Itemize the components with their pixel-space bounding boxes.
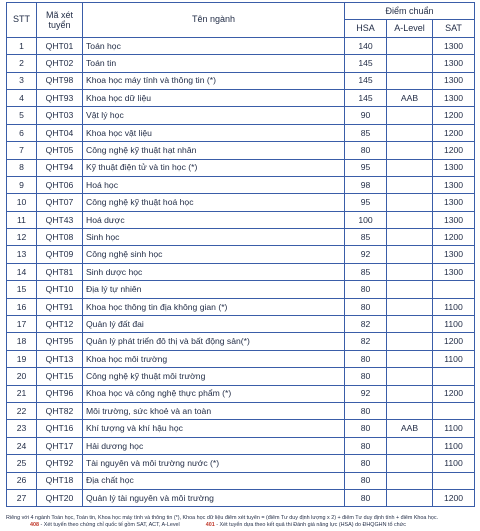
cell-stt: 9 — [7, 176, 37, 193]
cell-hsa: 80 — [345, 455, 387, 472]
cell-alevel — [387, 142, 433, 159]
cell-hsa: 100 — [345, 211, 387, 228]
cell-code: QHT13 — [37, 350, 83, 367]
table-row — [7, 455, 475, 472]
cell-hsa: 85 — [345, 263, 387, 280]
cell-hsa: 85 — [345, 229, 387, 246]
cell-alevel — [387, 281, 433, 298]
cell-code: QHT15 — [37, 368, 83, 385]
cell-code: QHT02 — [37, 55, 83, 72]
footnote-code-408: 408 — [30, 522, 39, 528]
cell-stt: 16 — [7, 298, 37, 315]
cell-alevel — [387, 385, 433, 402]
cell-hsa: 80 — [345, 368, 387, 385]
table-row — [7, 368, 475, 385]
cell-sat: 1200 — [433, 124, 475, 141]
cell-alevel — [387, 229, 433, 246]
cell-hsa: 145 — [345, 55, 387, 72]
cell-hsa: 80 — [345, 298, 387, 315]
cell-name: Sinh học — [83, 229, 345, 246]
cell-hsa: 80 — [345, 402, 387, 419]
cell-alevel — [387, 437, 433, 454]
cell-sat: 1100 — [433, 316, 475, 333]
cell-hsa: 92 — [345, 246, 387, 263]
footnotes — [6, 515, 476, 529]
table-row — [7, 472, 475, 489]
cell-name: Khoa học dữ liệu — [83, 89, 345, 106]
cell-alevel — [387, 107, 433, 124]
cell-name: Công nghệ kỹ thuật môi trường — [83, 368, 345, 385]
cell-sat: 1100 — [433, 437, 475, 454]
cell-hsa: 80 — [345, 142, 387, 159]
cell-stt: 24 — [7, 437, 37, 454]
cell-stt: 12 — [7, 229, 37, 246]
cell-stt: 19 — [7, 350, 37, 367]
cell-name: Hải dương học — [83, 437, 345, 454]
table-row — [7, 350, 475, 367]
cell-name: Khoa học vật liệu — [83, 124, 345, 141]
cell-alevel — [387, 72, 433, 89]
cell-code: QHT92 — [37, 455, 83, 472]
cell-name: Sinh dược học — [83, 263, 345, 280]
cell-sat: 1300 — [433, 246, 475, 263]
cell-code: QHT81 — [37, 263, 83, 280]
header-name: Tên ngành — [83, 3, 345, 38]
table-row — [7, 211, 475, 228]
cell-sat: 1300 — [433, 72, 475, 89]
cell-stt: 2 — [7, 55, 37, 72]
cell-stt: 14 — [7, 263, 37, 280]
cell-name: Quản lý phát triển đô thị và bất động sản(*) — [83, 333, 345, 350]
table-row — [7, 263, 475, 280]
cell-hsa: 80 — [345, 489, 387, 506]
cell-name: Tài nguyên và môi trường nước (*) — [83, 455, 345, 472]
table-row — [7, 316, 475, 333]
cell-name: Quản lý đất đai — [83, 316, 345, 333]
cell-code: QHT95 — [37, 333, 83, 350]
cell-name: Hoá học — [83, 176, 345, 193]
cell-code: QHT82 — [37, 402, 83, 419]
cell-code: QHT91 — [37, 298, 83, 315]
cell-alevel: AAB — [387, 420, 433, 437]
cell-stt: 20 — [7, 368, 37, 385]
cell-hsa: 90 — [345, 107, 387, 124]
cell-alevel — [387, 55, 433, 72]
cell-sat: 1300 — [433, 55, 475, 72]
cell-hsa: 145 — [345, 89, 387, 106]
table-row — [7, 420, 475, 437]
cell-code: QHT16 — [37, 420, 83, 437]
cell-stt: 3 — [7, 72, 37, 89]
cell-sat: 1300 — [433, 211, 475, 228]
table-row — [7, 72, 475, 89]
table-row — [7, 176, 475, 193]
cell-code: QHT08 — [37, 229, 83, 246]
cell-hsa: 85 — [345, 124, 387, 141]
cell-stt: 26 — [7, 472, 37, 489]
cell-alevel — [387, 263, 433, 280]
cell-code: QHT01 — [37, 37, 83, 54]
admission-scores-table — [6, 2, 475, 507]
cell-name: Khí tượng và khí hậu học — [83, 420, 345, 437]
cell-hsa: 95 — [345, 194, 387, 211]
cell-name: Toán học — [83, 37, 345, 54]
cell-code: QHT98 — [37, 72, 83, 89]
cell-code: QHT06 — [37, 176, 83, 193]
table-row — [7, 194, 475, 211]
cell-code: QHT10 — [37, 281, 83, 298]
cell-stt: 6 — [7, 124, 37, 141]
cell-alevel — [387, 368, 433, 385]
cell-sat: 1300 — [433, 37, 475, 54]
cell-hsa: 80 — [345, 437, 387, 454]
cell-alevel — [387, 472, 433, 489]
cell-code: QHT05 — [37, 142, 83, 159]
cell-stt: 23 — [7, 420, 37, 437]
cell-stt: 4 — [7, 89, 37, 106]
footnote-legend — [6, 522, 476, 529]
table-header-row — [7, 3, 475, 20]
cell-stt: 7 — [7, 142, 37, 159]
cell-alevel — [387, 211, 433, 228]
cell-hsa: 98 — [345, 176, 387, 193]
cell-name: Khoa học môi trường — [83, 350, 345, 367]
cell-stt: 11 — [7, 211, 37, 228]
cell-name: Công nghệ kỹ thuật hạt nhân — [83, 142, 345, 159]
cell-stt: 13 — [7, 246, 37, 263]
table-row — [7, 437, 475, 454]
cell-alevel — [387, 350, 433, 367]
cell-hsa: 80 — [345, 472, 387, 489]
cell-stt: 10 — [7, 194, 37, 211]
cell-alevel — [387, 298, 433, 315]
table-row — [7, 107, 475, 124]
footnote-code-401: 401 — [205, 522, 215, 528]
cell-alevel — [387, 159, 433, 176]
cell-hsa: 80 — [345, 281, 387, 298]
cell-code: QHT94 — [37, 159, 83, 176]
cell-stt: 8 — [7, 159, 37, 176]
cell-name: Hoá dược — [83, 211, 345, 228]
cell-sat: 1200 — [433, 107, 475, 124]
cell-hsa: 92 — [345, 385, 387, 402]
table-row — [7, 37, 475, 54]
cell-sat: 1200 — [433, 142, 475, 159]
cell-stt: 1 — [7, 37, 37, 54]
cell-alevel — [387, 455, 433, 472]
header-scores: Điểm chuẩn — [345, 3, 475, 20]
cell-stt: 5 — [7, 107, 37, 124]
cell-hsa: 80 — [345, 420, 387, 437]
cell-code: QHT20 — [37, 489, 83, 506]
cell-sat: 1100 — [433, 350, 475, 367]
table-body — [7, 37, 475, 507]
cell-sat: 1100 — [433, 420, 475, 437]
cell-hsa: 82 — [345, 333, 387, 350]
table-row — [7, 229, 475, 246]
cell-alevel — [387, 489, 433, 506]
cell-sat — [433, 472, 475, 489]
table-row — [7, 89, 475, 106]
cell-sat: 1200 — [433, 333, 475, 350]
header-stt: STT — [7, 3, 37, 38]
cell-stt: 22 — [7, 402, 37, 419]
cell-code: QHT03 — [37, 107, 83, 124]
cell-alevel — [387, 333, 433, 350]
cell-alevel — [387, 176, 433, 193]
table-row — [7, 124, 475, 141]
cell-code: QHT07 — [37, 194, 83, 211]
header-hsa: HSA — [345, 20, 387, 37]
cell-hsa: 95 — [345, 159, 387, 176]
cell-sat: 1100 — [433, 455, 475, 472]
cell-sat: 1300 — [433, 263, 475, 280]
cell-sat: 1300 — [433, 89, 475, 106]
cell-alevel — [387, 316, 433, 333]
cell-stt: 21 — [7, 385, 37, 402]
table-row — [7, 159, 475, 176]
cell-stt: 17 — [7, 316, 37, 333]
table-row — [7, 298, 475, 315]
cell-name: Toán tin — [83, 55, 345, 72]
cell-name: Vật lý học — [83, 107, 345, 124]
cell-alevel — [387, 194, 433, 211]
table-row — [7, 402, 475, 419]
cell-name: Địa chất học — [83, 472, 345, 489]
footnote-text-401: - Xét tuyển dựa theo kết quả thi Đánh giá năng lực (HSA) do ĐHQGHN tổ chức — [214, 522, 406, 528]
cell-alevel — [387, 246, 433, 263]
cell-sat — [433, 281, 475, 298]
cell-stt: 27 — [7, 489, 37, 506]
header-sat: SAT — [433, 20, 475, 37]
cell-code: QHT04 — [37, 124, 83, 141]
cell-sat: 1200 — [433, 229, 475, 246]
table-row — [7, 142, 475, 159]
footnote-formula: Riêng với 4 ngành Toán học, Toán tin, Khoa học máy tính và thông tin (*), Khoa học dữ liệu điểm xét tuyển = (điểm Tư duy định lượng x 2) + điểm Tư duy định tính + điểm Khoa học. — [6, 515, 439, 521]
cell-code: QHT18 — [37, 472, 83, 489]
cell-code: QHT43 — [37, 211, 83, 228]
cell-hsa: 82 — [345, 316, 387, 333]
cell-name: Kỹ thuật điện tử và tin học (*) — [83, 159, 345, 176]
cell-sat — [433, 368, 475, 385]
cell-name: Khoa học thông tin địa không gian (*) — [83, 298, 345, 315]
table-row — [7, 489, 475, 506]
cell-code: QHT09 — [37, 246, 83, 263]
cell-name: Quản lý tài nguyên và môi trường — [83, 489, 345, 506]
table-row — [7, 385, 475, 402]
table-row — [7, 246, 475, 263]
table-row — [7, 281, 475, 298]
cell-code: QHT17 — [37, 437, 83, 454]
header-code: Mã xét tuyển — [37, 3, 83, 38]
cell-alevel — [387, 37, 433, 54]
cell-sat — [433, 402, 475, 419]
cell-code: QHT12 — [37, 316, 83, 333]
cell-name: Công nghệ kỹ thuật hoá học — [83, 194, 345, 211]
cell-name: Khoa học máy tính và thông tin (*) — [83, 72, 345, 89]
footnote-text-408: - Xét tuyển theo chứng chỉ quốc tế gồm SAT, ACT, A-Level — [39, 522, 180, 528]
cell-alevel — [387, 402, 433, 419]
cell-alevel: AAB — [387, 89, 433, 106]
cell-sat: 1300 — [433, 176, 475, 193]
cell-name: Khoa học và công nghệ thực phẩm (*) — [83, 385, 345, 402]
cell-sat: 1100 — [433, 298, 475, 315]
cell-sat: 1300 — [433, 194, 475, 211]
cell-name: Địa lý tự nhiên — [83, 281, 345, 298]
cell-hsa: 145 — [345, 72, 387, 89]
table-row — [7, 55, 475, 72]
cell-name: Môi trường, sức khoẻ và an toàn — [83, 402, 345, 419]
table-row — [7, 333, 475, 350]
cell-sat: 1200 — [433, 489, 475, 506]
cell-sat: 1300 — [433, 159, 475, 176]
cell-hsa: 80 — [345, 350, 387, 367]
cell-alevel — [387, 124, 433, 141]
cell-stt: 18 — [7, 333, 37, 350]
cell-code: QHT93 — [37, 89, 83, 106]
cell-stt: 15 — [7, 281, 37, 298]
cell-sat: 1200 — [433, 385, 475, 402]
header-alevel: A-Level — [387, 20, 433, 37]
cell-stt: 25 — [7, 455, 37, 472]
cell-hsa: 140 — [345, 37, 387, 54]
cell-code: QHT96 — [37, 385, 83, 402]
cell-name: Công nghệ sinh học — [83, 246, 345, 263]
